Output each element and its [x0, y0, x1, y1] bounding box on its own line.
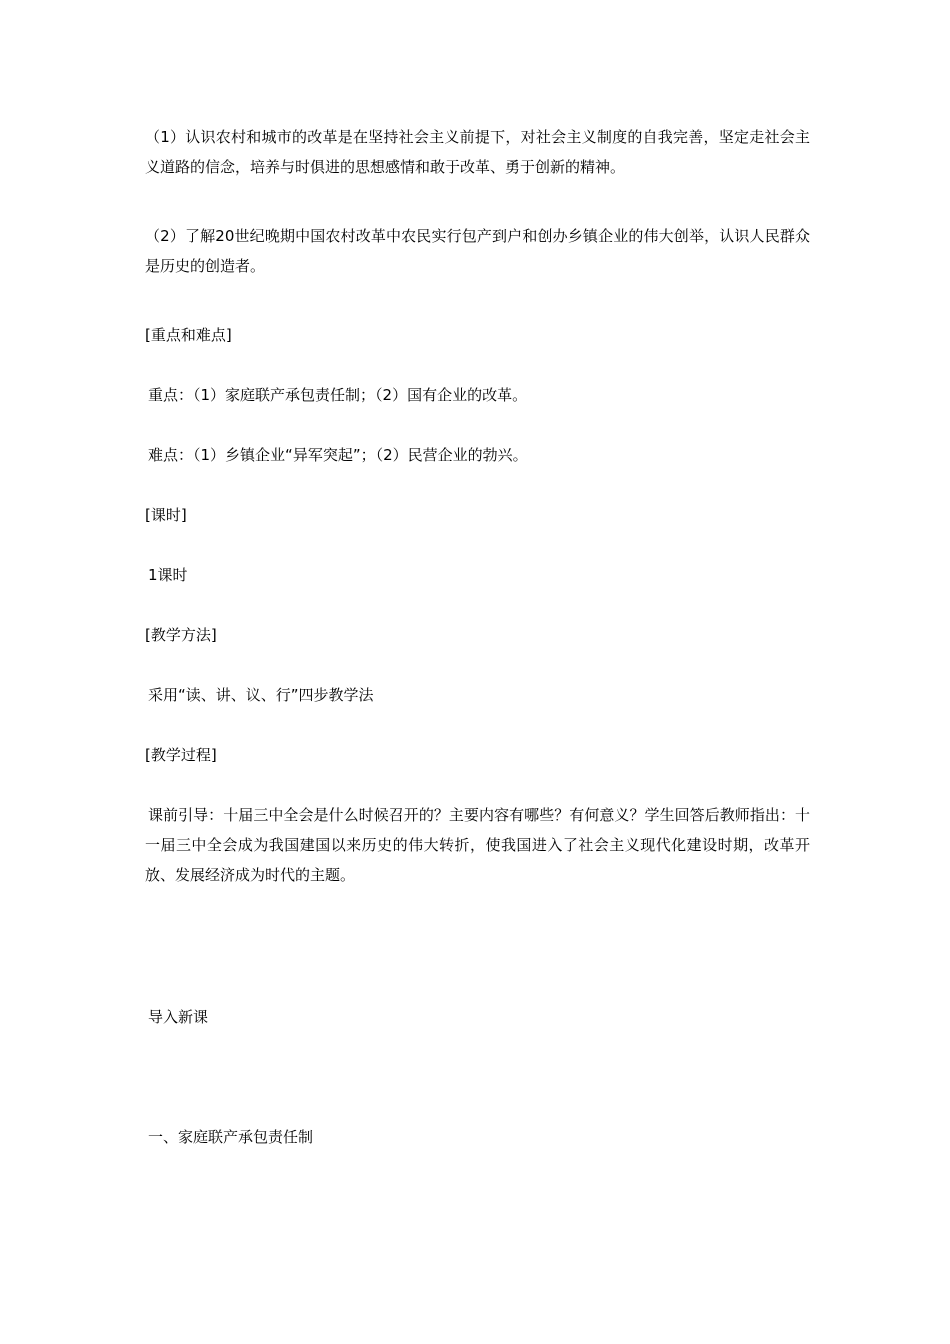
section-heading-teaching-process: [教学过程]	[145, 746, 217, 764]
teaching-method-text: 采用“读、讲、议、行”四步教学法	[148, 686, 374, 704]
section-heading-teaching-method: [教学方法]	[145, 626, 217, 644]
section-heading-class-hours: [课时]	[145, 506, 187, 524]
key-points-text: 重点：（1）家庭联产承包责任制；（2）国有企业的改革。	[148, 386, 528, 404]
objective-paragraph-2: （2）了解20世纪晚期中国农村改革中农民实行包产到户和创办乡镇企业的伟大创举，认识人民群众是历史的创造者。	[145, 227, 810, 275]
section-one-heading: 一、家庭联产承包责任制	[148, 1128, 314, 1146]
section-heading-key-points: [重点和难点]	[145, 326, 232, 344]
objective-paragraph-1: （1）认识农村和城市的改革是在坚持社会主义前提下，对社会主义制度的自我完善，坚定走社会主义道路的信念，培养与时俱进的思想感情和敢于改革、勇于创新的精神。	[145, 128, 810, 176]
pre-class-guidance-paragraph: 课前引导：十届三中全会是什么时候召开的？主要内容有哪些？有何意义？学生回答后教师指出：十一届三中全会成为我国建国以来历史的伟大转折，使我国进入了社会主义现代化建设时期，改革开放、发展经济成为时代的主题。	[145, 806, 810, 884]
difficult-points-text: 难点：（1）乡镇企业“异军突起”；（2）民营企业的勃兴。	[148, 446, 528, 464]
class-hours-text: 1课时	[148, 566, 188, 584]
lesson-intro-text: 导入新课	[148, 1008, 209, 1026]
